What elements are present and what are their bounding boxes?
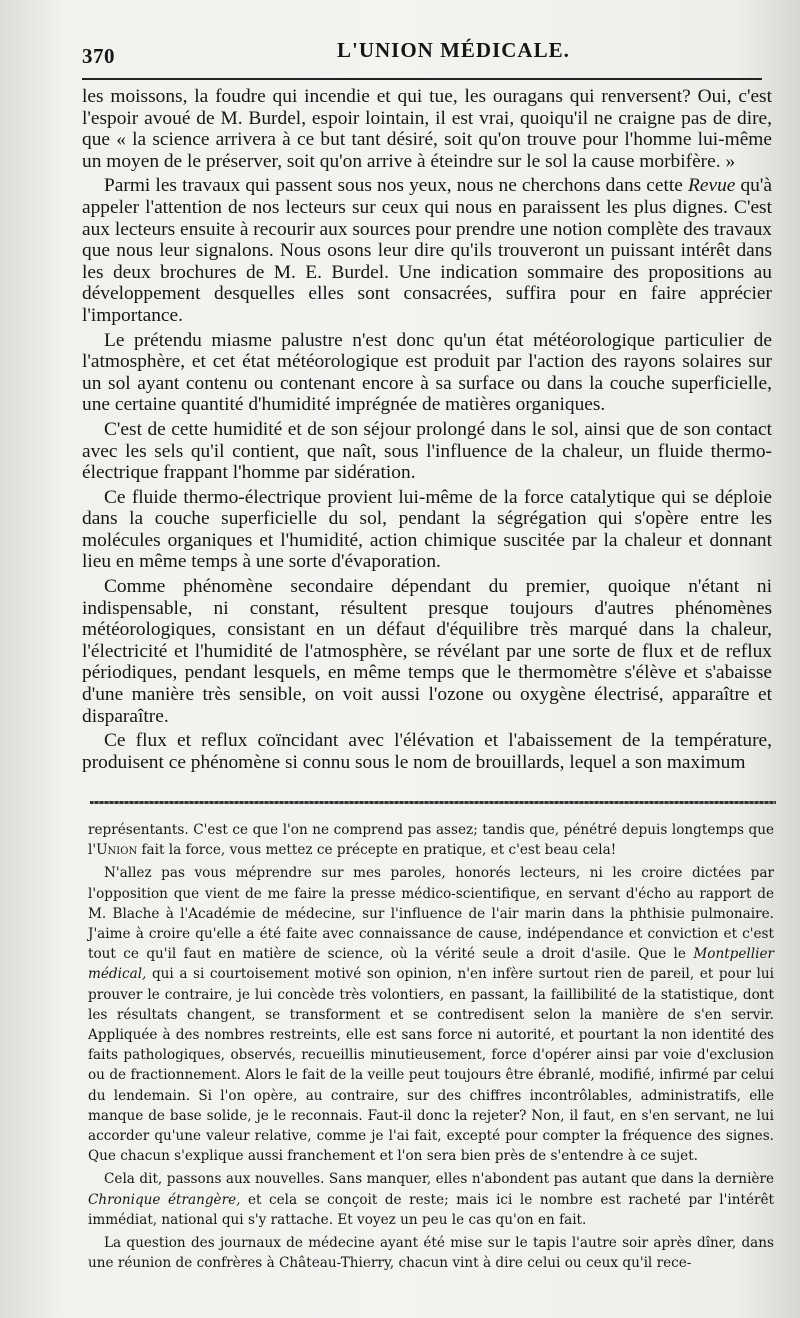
text-run: N'allez pas vous méprendre sur mes paroles, honorés lecteurs, ni les croire dictées par l'opposition que vient de me faire la presse médico-scientifique, en servant d'écho au rapport de M. Blache à l'Académie de médecine, sur l'influence de l'air marin dans la phthisie pulmonaire. J'aime à croire qu'elle a été faite avec connaissance de cause, indépendance et conviction et c'est tout ce qu'il faut en matière de science, où la vérité seule a droit d'asile. Que le — [88, 865, 774, 963]
header-rule — [82, 78, 762, 80]
italic-text: Revue — [688, 175, 736, 197]
text-run: Parmi les travaux qui passent sous nos yeux, nous ne cherchons dans cette — [104, 175, 689, 197]
text-run: Cela dit, passons aux nouvelles. Sans manquer, elles n'abondent pas autant que dans la dernière — [104, 1171, 774, 1188]
italic-text: Montpellier médical, — [88, 946, 774, 983]
paragraph: Comme phénomène secondaire dépendant du premier, quoique n'étant ni indispensable, ni constant, résultent presque toujours d'autres phénomènes météorologiques, consistant en un défaut d'équilibre très marqué dans la chaleur, l'électricité et l'humidité de l'atmosphère, se révélant par une sorte de flux et de reflux périodiques, pendant lesquels, en même temps que le thermomètre s'élève et s'abaisse d'une manière très sensible, on voit aussi l'ozone ou oxygène électrisé, apparaître et disparaître. — [82, 576, 772, 727]
paragraph: Le prétendu miasme palustre n'est donc qu'un état météorologique particulier de l'atmosphère, et cet état météorologique est produit par l'action des rayons solaires sur un sol ayant contenu ou contenant encore à sa surface ou dans la couche superficielle, une certaine quantité d'humidité imprégnée de matières organiques. — [82, 329, 772, 416]
running-title: L'UNION MÉDICALE. — [337, 38, 570, 62]
paragraph: Ce flux et reflux coïncidant avec l'élévation et l'abaissement de la température, produisent ce phénomène si connu sous le nom de brouillards, lequel a son maximum — [82, 730, 772, 773]
text-run: qui a si courtoisement motivé son opinion, n'en infère surtout rien de pareil, et pour lui prouver le contraire, je lui concède très volontiers, en passant, la faillibilité de la statistique, dont les résultats changent, se transforment et se contredisent selon la manière de s'en servir. Appliquée à des nombres restreints, elle est sans force ni autorité, et pourtant la non identité des faits pathologiques, observés, recueillis minutieusement, force d'opérer ainsi par voie d'exclusion ou de fractionnement. Alors le fait de la veille peut toujours être ébranlé, modifié, infirmé par celui du lendemain. Si l'on opère, au contraire, sur des chiffres incontrôlables, administratifs, elle manque de base solide, je le reconnais. Faut-il donc la rejeter? Non, il faut, en s'en servant, ne lui accorder qu'une valeur relative, comme je l'ai fait, excepté pour compter la fréquence des signes. Que chacun s'explique aussi franchement et l'on sera bien près de s'entendre à ce sujet. — [88, 966, 774, 1165]
main-column — [82, 86, 772, 776]
text-run: fait la force, vous mettez ce précepte en pratique, et c'est beau cela! — [137, 842, 617, 859]
italic-text: Chronique étrangère, — [88, 1191, 241, 1208]
page-header — [82, 36, 772, 72]
paragraph — [88, 1169, 774, 1230]
paragraph — [88, 820, 774, 860]
text-run: qu'à appeler l'attention de nos lecteurs sur ceux qui nous en paraissent les plus dignes. C'est aux lecteurs ensuite à recourir aux sources pour prendre une notion complète des travaux que nous leur signalons. Nous osons leur dire qu'ils trouveront un puissant intérêt dans les deux brochures de M. E. Burdel. Une indication sommaire des propositions au développement desquelles elles sont consacrées, suffira pour en faire apprécier l'importance. — [82, 175, 772, 326]
paragraph — [88, 863, 774, 1166]
footnote-separator — [90, 801, 776, 804]
text-run: et cela se conçoit de reste; mais ici le nombre est racheté par l'intérêt immédiat, national qui s'y rattache. Et voyez un peu le cas qu'on en fait. — [88, 1191, 774, 1228]
text-run: représentants. C'est ce que l'on ne comprend pas assez; tandis que, pénétré depuis longtemps que l' — [88, 822, 774, 859]
small-caps-text: Union — [96, 842, 138, 859]
paragraph — [82, 175, 772, 326]
page-number: 370 — [82, 44, 115, 68]
paragraph: Ce fluide thermo-électrique provient lui-même de la force catalytique qui se déploie dans la couche superficielle du sol, pendant la ségrégation qui s'opère entre les molécules organiques et l'humidité, action chimique suscitée par la chaleur et donnant lieu en même temps à une sorte d'évaporation. — [82, 486, 772, 573]
paragraph: les moissons, la foudre qui incendie et qui tue, les ouragans qui renversent? Oui, c'est l'espoir avoué de M. Burdel, espoir lointain, il est vrai, quoiqu'il ne craigne pas de dire, que « la science arrivera à ce but tant désiré, soit qu'on trouve pour l'homme lui-même un moyen de le préserver, soit qu'on arrive à éteindre sur le sol la cause morbifère. » — [82, 86, 772, 172]
paragraph: C'est de cette humidité et de son séjour prolongé dans le sol, ainsi que de son contact avec les sels qu'il contient, que naît, sous l'influence de la chaleur, un fluide thermo-électrique frappant l'homme par sidération. — [82, 418, 772, 484]
feuilleton-column — [88, 820, 774, 1276]
paragraph: La question des journaux de médecine ayant été mise sur le tapis l'autre soir après dîner, dans une réunion de confrères à Château-Thierry, chacun vint à dire celui ou ceux qu'il rece- — [88, 1235, 774, 1272]
